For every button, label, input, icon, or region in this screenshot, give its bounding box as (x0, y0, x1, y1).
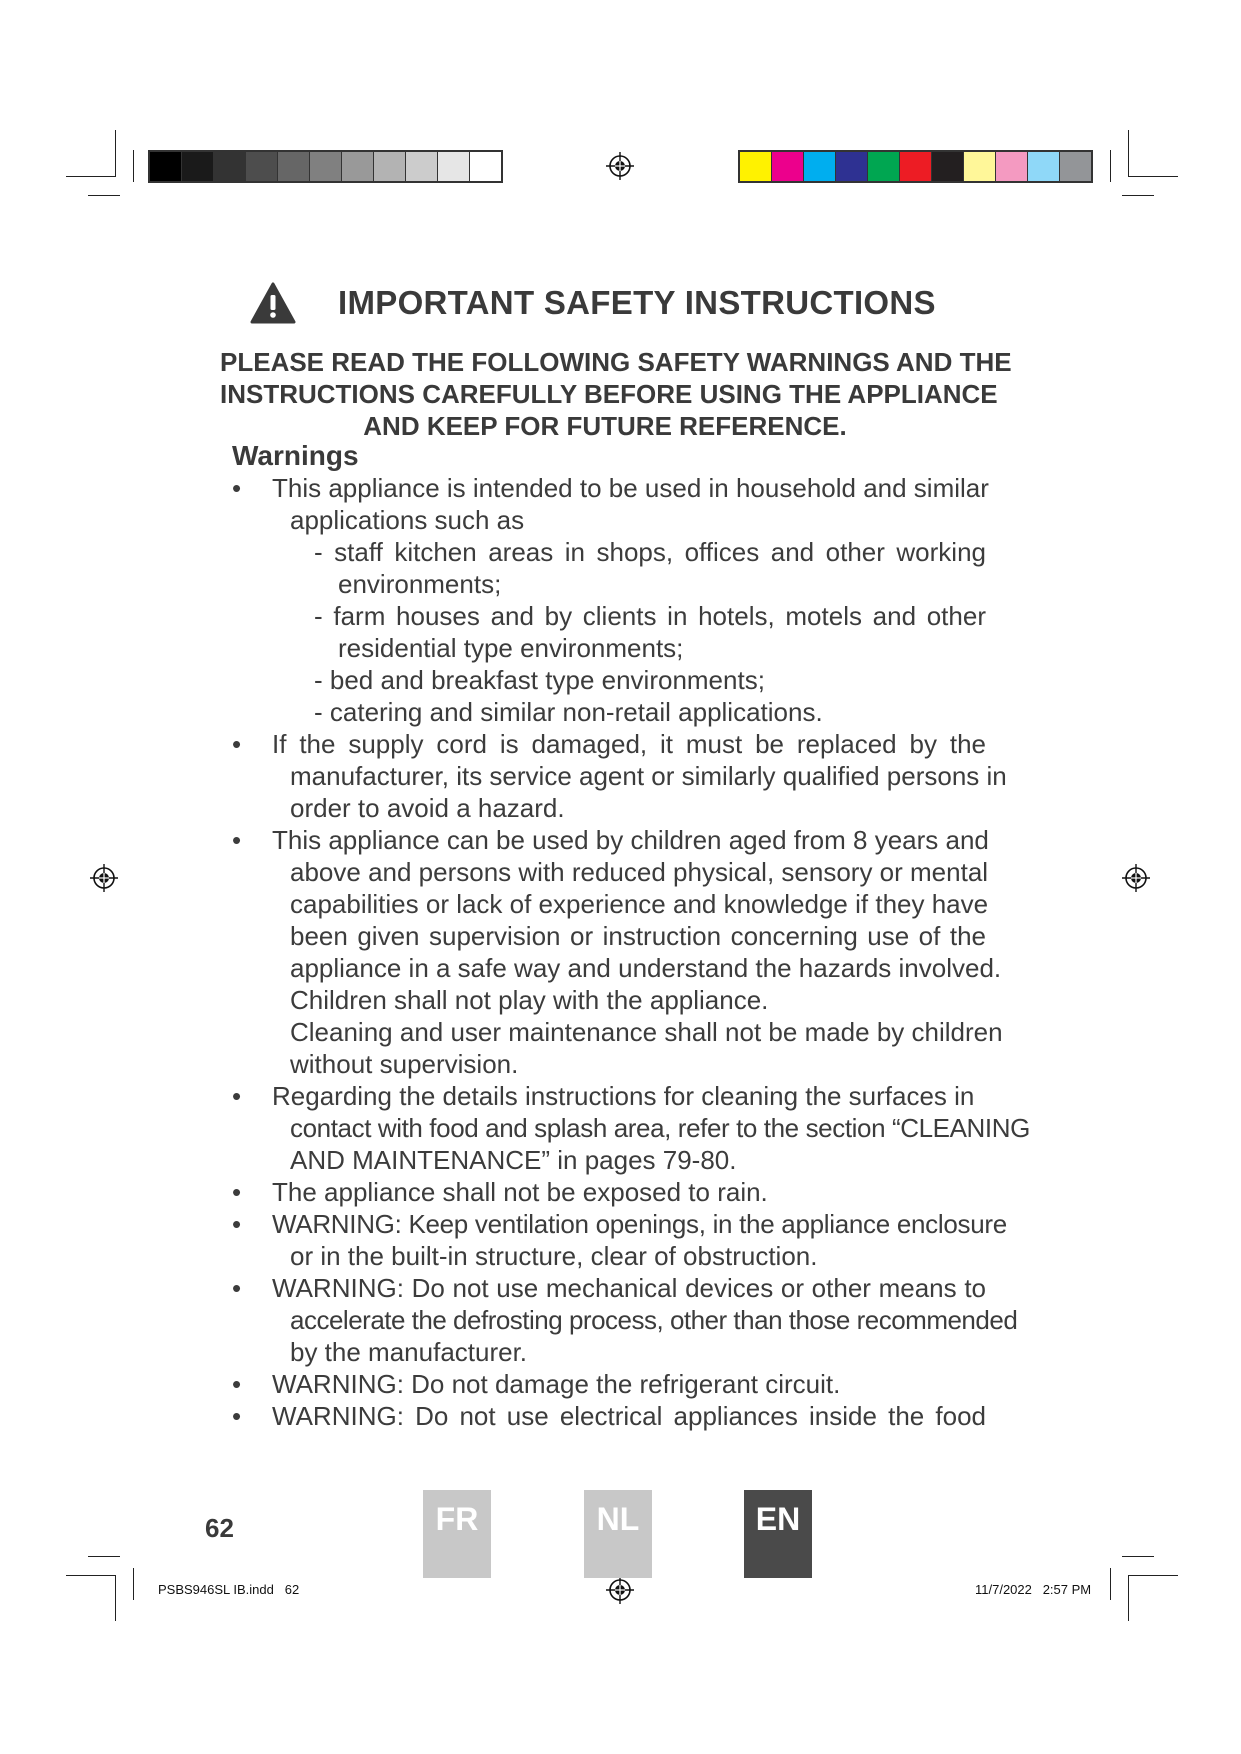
crop-mark (1110, 150, 1111, 182)
footer-file-info: PSBS946SL IB.indd 62 (158, 1582, 300, 1597)
color-swatch (868, 152, 900, 181)
text-line: Regarding the details instructions for cleaning the surfaces in (272, 1081, 975, 1111)
warnings-list (232, 472, 1030, 1432)
color-swatch (740, 152, 772, 181)
registration-mark-icon (1122, 864, 1150, 892)
text-line: contact with food and splash area, refer to the section “CLEANING (290, 1113, 1030, 1143)
language-tab-label: EN (755, 1501, 801, 1537)
color-swatch (804, 152, 836, 181)
text-line: Children shall not play with the appliance. (290, 985, 769, 1015)
color-swatch (246, 152, 278, 181)
language-tab-en[interactable] (744, 1490, 812, 1578)
registration-mark-icon (606, 1576, 634, 1604)
color-swatch (470, 152, 501, 181)
text-line: The appliance shall not be exposed to rain. (272, 1177, 768, 1207)
text-line: appliance in a safe way and understand the hazards involved. (290, 953, 1002, 983)
text-line: - farm houses and by clients in hotels, motels and other (314, 601, 986, 631)
bullet: • (232, 1401, 242, 1431)
crop-mark (1128, 176, 1178, 177)
subtitle-line: INSTRUCTIONS CAREFULLY BEFORE USING THE APPLIANCE (220, 379, 998, 409)
sub-list-item (232, 536, 986, 600)
bullet: • (232, 473, 242, 503)
bullet: • (232, 1177, 242, 1207)
text-line: environments; (338, 569, 502, 599)
text-line: - catering and similar non-retail applications. (314, 697, 823, 727)
text-line: - staff kitchen areas in shops, offices and other working (314, 537, 986, 567)
list-item (232, 824, 1003, 1080)
text-line: manufacturer, its service agent or similarly qualified persons in (290, 761, 1007, 791)
crop-mark (88, 195, 120, 196)
text-line: WARNING: Do not damage the refrigerant circuit. (272, 1369, 841, 1399)
color-swatch (150, 152, 182, 181)
sub-list-item (232, 696, 986, 728)
language-tab-label: NL (596, 1501, 640, 1537)
language-tab-fr[interactable] (423, 1490, 491, 1578)
text-line: applications such as (290, 505, 525, 535)
bullet: • (232, 825, 242, 855)
section-title: Warnings (232, 440, 359, 471)
crop-mark (1128, 130, 1129, 176)
list-item (232, 1272, 1018, 1368)
color-swatch (836, 152, 868, 181)
crop-mark (1110, 1568, 1111, 1600)
crop-mark (133, 150, 134, 182)
color-swatch (182, 152, 214, 181)
color-swatch (964, 152, 996, 181)
color-swatch (932, 152, 964, 181)
text-line: accelerate the defrosting process, other than those recommended (290, 1305, 1018, 1335)
text-line: AND MAINTENANCE” in pages 79-80. (290, 1145, 737, 1175)
text-line: order to avoid a hazard. (290, 793, 565, 823)
page-number: 62 (205, 1513, 234, 1543)
text-line: by the manufacturer. (290, 1337, 528, 1367)
text-line: capabilities or lack of experience and knowledge if they have (290, 889, 989, 919)
color-swatch (214, 152, 246, 181)
bullet: • (232, 1369, 242, 1399)
grayscale-bar (148, 150, 503, 183)
crop-mark (66, 176, 116, 177)
list-item (232, 1080, 1030, 1176)
crop-mark (1128, 1575, 1129, 1621)
subtitle-line: PLEASE READ THE FOLLOWING SAFETY WARNINGS AND THE (220, 347, 1012, 377)
text-line: - bed and breakfast type environments; (314, 665, 765, 695)
text-line: WARNING: Do not use mechanical devices or other means to (272, 1273, 986, 1303)
text-line: residential type environments; (338, 633, 684, 663)
color-swatch (342, 152, 374, 181)
list-item (232, 1400, 986, 1432)
text-line: This appliance is intended to be used in household and similar (272, 473, 989, 503)
color-swatch (438, 152, 470, 181)
crop-mark (1122, 195, 1154, 196)
crop-mark (88, 1556, 120, 1557)
list-item (232, 472, 989, 536)
bullet: • (232, 729, 242, 759)
language-tab-nl[interactable] (584, 1490, 652, 1578)
text-line: above and persons with reduced physical, sensory or mental (290, 857, 989, 887)
color-bar (738, 150, 1093, 183)
sub-list-item (232, 600, 986, 664)
list-item (232, 1176, 986, 1208)
footer-datetime: 11/7/2022 2:57 PM (975, 1582, 1092, 1597)
color-swatch (1028, 152, 1060, 181)
text-line: been given supervision or instruction concerning use of the (290, 921, 986, 951)
color-swatch (406, 152, 438, 181)
color-swatch (996, 152, 1028, 181)
color-swatch (772, 152, 804, 181)
text-line: or in the built-in structure, clear of obstruction. (290, 1241, 818, 1271)
text-line: This appliance can be used by children aged from 8 years and (272, 825, 989, 855)
text-line: Cleaning and user maintenance shall not be made by children (290, 1017, 1003, 1047)
color-swatch (310, 152, 342, 181)
title-row (250, 280, 970, 336)
text-line: WARNING: Keep ventilation openings, in the appliance enclosure (272, 1209, 1007, 1239)
warning-triangle-icon (250, 282, 296, 324)
crop-mark (1122, 1556, 1154, 1557)
bullet: • (232, 1081, 242, 1111)
crop-mark (66, 1575, 116, 1576)
registration-mark-icon (606, 152, 634, 180)
text-line: without supervision. (290, 1049, 519, 1079)
page-title: IMPORTANT SAFETY INSTRUCTIONS (338, 284, 936, 321)
color-swatch (900, 152, 932, 181)
bullet: • (232, 1209, 242, 1239)
crop-mark (1128, 1575, 1178, 1576)
color-swatch (1060, 152, 1091, 181)
bullet: • (232, 1273, 242, 1303)
list-item (232, 1208, 1007, 1272)
crop-mark (115, 130, 116, 176)
list-item (232, 1368, 986, 1400)
text-line: WARNING: Do not use electrical appliances inside the food (272, 1401, 986, 1431)
list-item (232, 728, 1007, 824)
crop-mark (115, 1575, 116, 1621)
subtitle-line: AND KEEP FOR FUTURE REFERENCE. (363, 411, 847, 441)
registration-mark-icon (90, 864, 118, 892)
sub-list-item (232, 664, 986, 696)
color-swatch (374, 152, 406, 181)
color-swatch (278, 152, 310, 181)
language-tab-label: FR (435, 1501, 479, 1537)
crop-mark (133, 1568, 134, 1600)
subtitle (220, 346, 1012, 442)
text-line: If the supply cord is damaged, it must be replaced by the (272, 729, 986, 759)
